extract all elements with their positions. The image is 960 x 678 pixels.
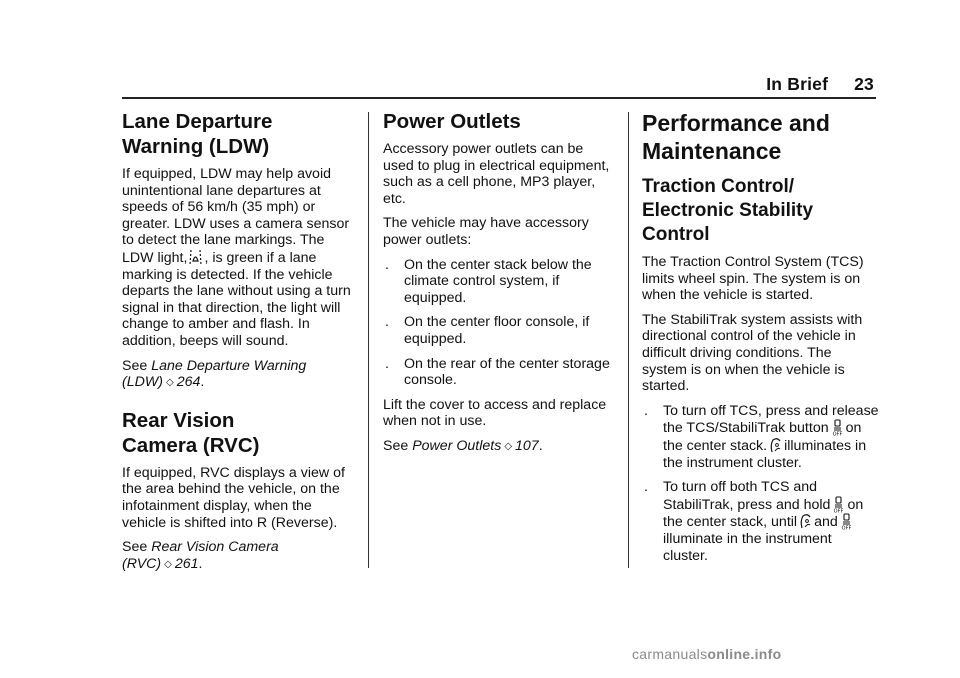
- power-outlets-heading: Power Outlets: [383, 110, 521, 133]
- power-outlets-ref-link[interactable]: Power Outlets: [412, 437, 502, 454]
- svg-text:OFF: OFF: [832, 431, 842, 437]
- page-header: [766, 74, 874, 95]
- power-outlets-list-intro: The vehicle may have accessory power outlets:: [383, 215, 589, 248]
- list-item: . To turn off TCS, press and release the TCS/StabiliTrak button OFF on the center stack. illuminates in the instrument cluster.: [644, 402, 879, 471]
- column-divider-1: [368, 112, 369, 568]
- performance-heading: Performance and Maintenance: [642, 110, 830, 164]
- stabilitrak-indicator-icon: [799, 513, 812, 530]
- stabilitrak-paragraph: The StabiliTrak system assists with directional control of the vehicle in difficult driving conditions. The system is on when the vehicle is started.: [642, 311, 863, 395]
- column-1: [122, 109, 358, 581]
- page-ref-icon: ◇: [164, 558, 172, 570]
- list-item: . On the rear of the center storage console.: [385, 355, 610, 389]
- page-ref-icon: ◇: [504, 440, 513, 452]
- stabilitrak-indicator-icon: [769, 437, 782, 454]
- power-outlets-intro: Accessory power outlets can be used to plug in electrical equipment, such as a cell phone, MP3 player, etc.: [383, 141, 610, 207]
- traction-off-button-icon: [840, 513, 853, 530]
- ldw-ref-link[interactable]: Lane Departure Warning (LDW): [122, 357, 307, 391]
- traction-off-button-icon: [832, 496, 845, 513]
- column-2: [383, 109, 615, 464]
- svg-text:OFF: OFF: [841, 525, 852, 531]
- power-outlets-reference: See Power Outlets ◇ 107.: [383, 437, 543, 454]
- rvc-paragraph: If equipped, RVC displays a view of the area behind the vehicle, on the infotainment display, when the vehicle is shifted into R (Reverse).: [122, 464, 345, 531]
- list-item: . To turn off both TCS and StabiliTrak, press and hold OFF on the center stack, until and OFF illuminate in the instrument cluster.: [644, 479, 864, 564]
- list-item: . On the center stack below the climate control system, if equipped.: [385, 256, 592, 306]
- page-ref-icon: ◇: [165, 377, 174, 389]
- ldw-paragraph: If equipped, LDW may help avoid unintentional lane departures at speeds of 56 km/h (35 mph) or greater. LDW uses a camera sensor to detect the lane markings. The LDW light, , is green if a lane marking is detected. If the vehicle departs the lane without using a turn signal in that direction, the light will change to amber and flash. In addition, beeps will sound.: [122, 166, 351, 349]
- tcs-paragraph: The Traction Control System (TCS) limits wheel spin. The system is on when the vehicle is started.: [642, 254, 864, 304]
- section-title: In Brief: [766, 74, 829, 94]
- lane-departure-icon: [189, 249, 202, 266]
- header-rule: [122, 97, 876, 99]
- rvc-heading: Rear Vision Camera (RVC): [122, 408, 260, 457]
- ldw-reference: See Lane Departure Warning (LDW) ◇ 264.: [122, 357, 307, 391]
- ldw-heading: Lane Departure Warning (LDW): [122, 110, 273, 158]
- watermark: carmanualsonline.info: [632, 646, 782, 662]
- traction-off-button-icon: [831, 419, 844, 436]
- power-outlets-cover-note: Lift the cover to access and replace when not in use.: [383, 396, 607, 430]
- svg-text:OFF: OFF: [834, 508, 844, 513]
- rvc-ref-link[interactable]: Rear Vision Camera (RVC): [122, 539, 279, 572]
- rvc-reference: See Rear Vision Camera (RVC) ◇ 261.: [122, 539, 279, 572]
- column-divider-2: [628, 112, 629, 568]
- page-number: 23: [854, 74, 874, 94]
- traction-control-heading: Traction Control/ Electronic Stability Control: [642, 176, 814, 245]
- column-3: [642, 109, 880, 572]
- list-item: . On the center floor console, if equipped.: [385, 314, 590, 347]
